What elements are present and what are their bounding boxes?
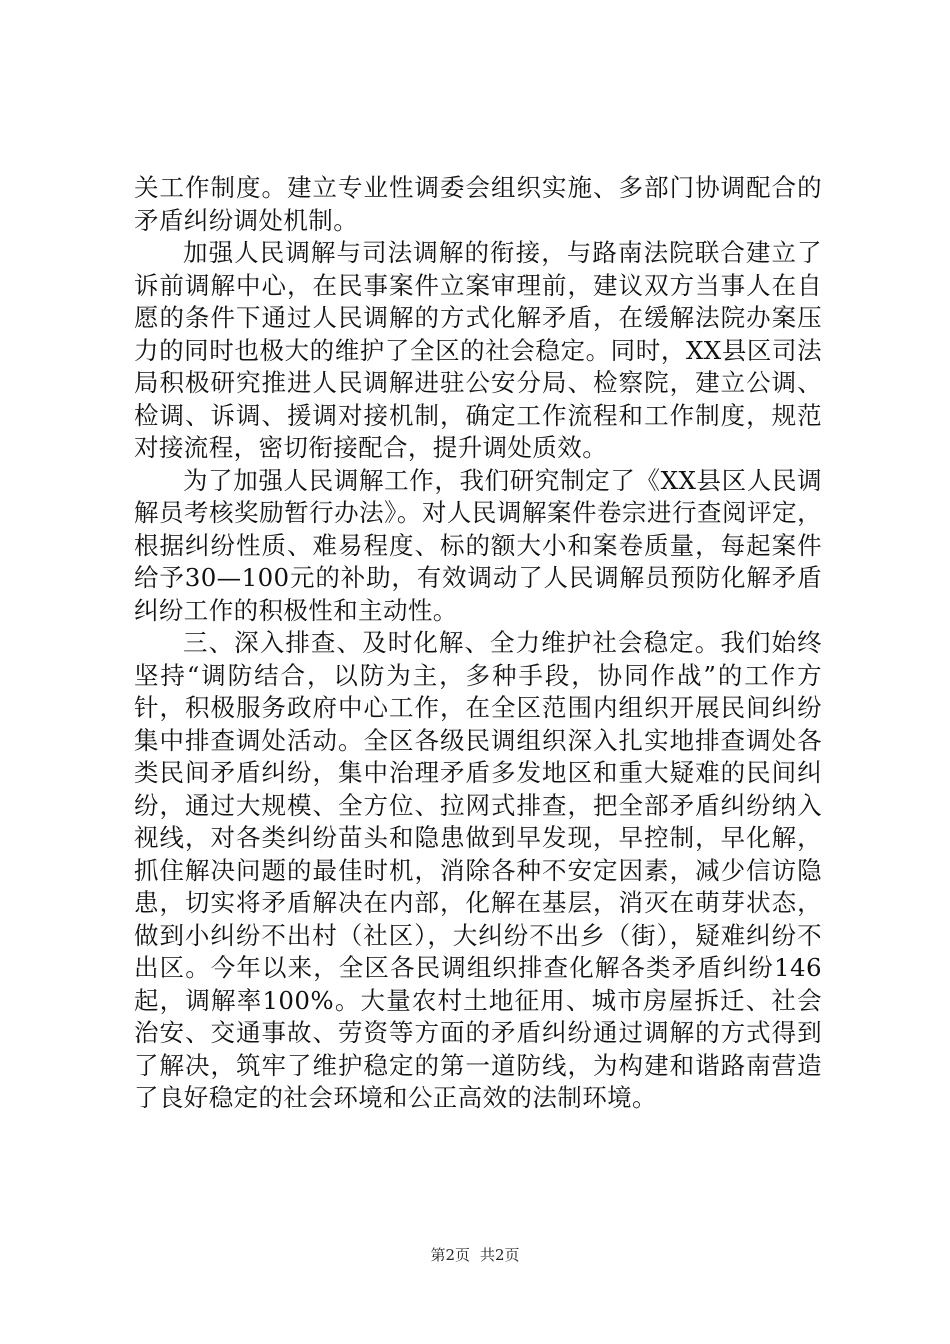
page-total: 共2页 — [480, 1246, 520, 1264]
document-body — [134, 172, 822, 1115]
paragraph-continuation: 关工作制度。建立专业性调委会组织实施、多部门协调配合的矛盾纠纷调处机制。 — [134, 173, 822, 235]
paragraph-mediation-link: 加强人民调解与司法调解的衔接，与路南法院联合建立了诉前调解中心，在民事案件立案审理前，建议双方当事人在自愿的条件下通过人民调解的方式化解矛盾，在缓解法院办案压力的同时也极大的维护了全区的社会稳定。同时，XX县区司法局积极研究推进人民调解进驻公安分局、检察院，建立公调、检调、诉调、援调对接机制，确定工作流程和工作制度，规范对接流程，密切衔接配合，提升调处质效。 — [134, 238, 822, 462]
paragraph-section-three: 三、深入排查、及时化解、全力维护社会稳定。我们始终坚持“调防结合，以防为主，多种手段，协同作战”的工作方针，积极服务政府中心工作，在全区范围内组织开展民间纠纷集中排查调处活动。全区各级民调组织深入扎实地排查调处各类民间矛盾纠纷，集中治理矛盾多发地区和重大疑难的民间纠纷，通过大规模、全方位、拉网式排查，把全部矛盾纠纷纳入视线，对各类纠纷苗头和隐患做到早发现，早控制，早化解，抓住解决问题的最佳时机，消除各种不安定因素，减少信访隐患，切实将矛盾解决在内部，化解在基层，消灭在萌芽状态，做到小纠纷不出村（社区），大纠纷不出乡（街），疑难纠纷不出区。今年以来，全区各民调组织排查化解各类矛盾纠纷146起，调解率100%。大量农村土地征用、城市房屋拆迁、社会治安、交通事故、劳资等方面的矛盾纠纷通过调解的方式得到了解决，筑牢了维护稳定的第一道防线，为构建和谐路南营造了良好稳定的社会环境和公正高效的法制环境。 — [134, 628, 822, 1112]
page-footer — [0, 1245, 950, 1265]
page-number: 第2页 — [430, 1246, 470, 1264]
paragraph-reward-measures: 为了加强人民调解工作，我们研究制定了《XX县区人民调解员考核奖励暂行办法》。对人民调解案件卷宗进行查阅评定，根据纠纷性质、难易程度、标的额大小和案卷质量，每起案件给予30—100元的补助，有效调动了人民调解员预防化解矛盾纠纷工作的积极性和主动性。 — [134, 465, 822, 625]
